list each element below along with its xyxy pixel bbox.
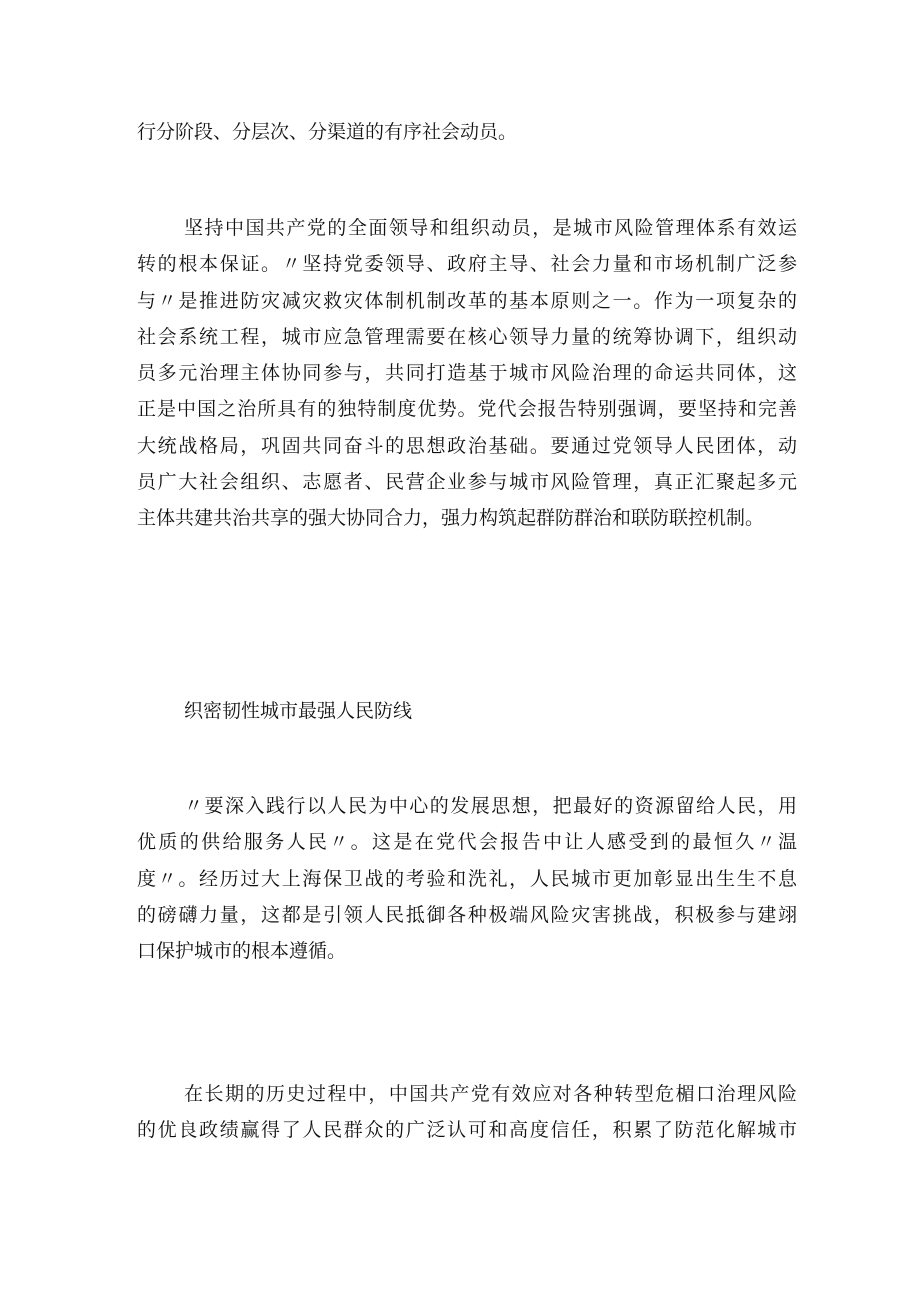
paragraph-line: 的磅礴力量，这都是引领人民抵御各种极端风险灾害挑战，积极参与建翊 — [137, 903, 797, 926]
paragraph-2 — [137, 210, 797, 537]
paragraph-line: 的优良政绩赢得了人民群众的广泛认可和高度信任，积累了防范化解城市 — [137, 1119, 797, 1142]
paragraph-line: 口保护城市的根本遵循。 — [137, 940, 347, 963]
paragraph-line: 与〃是推进防灾减灾救灾体制机制改革的基本原则之一。作为一项复杂的 — [137, 289, 797, 312]
paragraph-line: 正是中国之治所具有的独特制度优势。党代会报告特别强调，要坚持和完善 — [137, 398, 797, 421]
section-heading: 织密韧性城市最强人民防线 — [184, 700, 413, 722]
paragraph-3 — [137, 788, 797, 969]
paragraph-line: 转的根本保证。〃坚持党委领导、政府主导、社会力量和市场机制广泛参 — [137, 253, 797, 276]
paragraph-line: 员多元治理主体协同参与，共同打造基于城市风险治理的命运共同体，这 — [137, 362, 797, 385]
paragraph-line: 行分阶段、分层次、分渠道的有序社会动员。 — [137, 121, 518, 143]
paragraph-line: 员广大社会组织、志愿者、民营企业参与城市风险管理，真正汇聚起多元 — [137, 471, 797, 494]
paragraph-line: 主体共建共治共享的强大协同合力，强力构筑起群防群治和联防联控机制。 — [137, 507, 765, 530]
paragraph-line: 在长期的历史过程中，中国共产党有效应对各种转型危楣口治理风险 — [184, 1083, 797, 1105]
paragraph-line: 优质的供给服务人民〃。这是在党代会报告中让人感受到的最恒久〃温 — [137, 831, 797, 854]
paragraph-line: 〃要深入践行以人民为中心的发展思想，把最好的资源留给人民，用 — [184, 795, 797, 817]
paragraph-1 — [137, 114, 797, 150]
paragraph-line: 度〃。经历过大上海保卫战的考验和洗礼，人民城市更加彰显出生生不息 — [137, 867, 797, 890]
paragraph-line: 大统战格局，巩固共同奋斗的思想政治基础。要通过党领导人民团体，动 — [137, 434, 797, 457]
paragraph-4 — [137, 1076, 797, 1149]
paragraph-line: 坚持中国共产党的全面领导和组织动员，是城市风险管理体系有效运 — [184, 217, 797, 239]
paragraph-line: 社会系统工程，城市应急管理需要在核心领导力量的统筹协调下，组织动 — [137, 325, 797, 348]
